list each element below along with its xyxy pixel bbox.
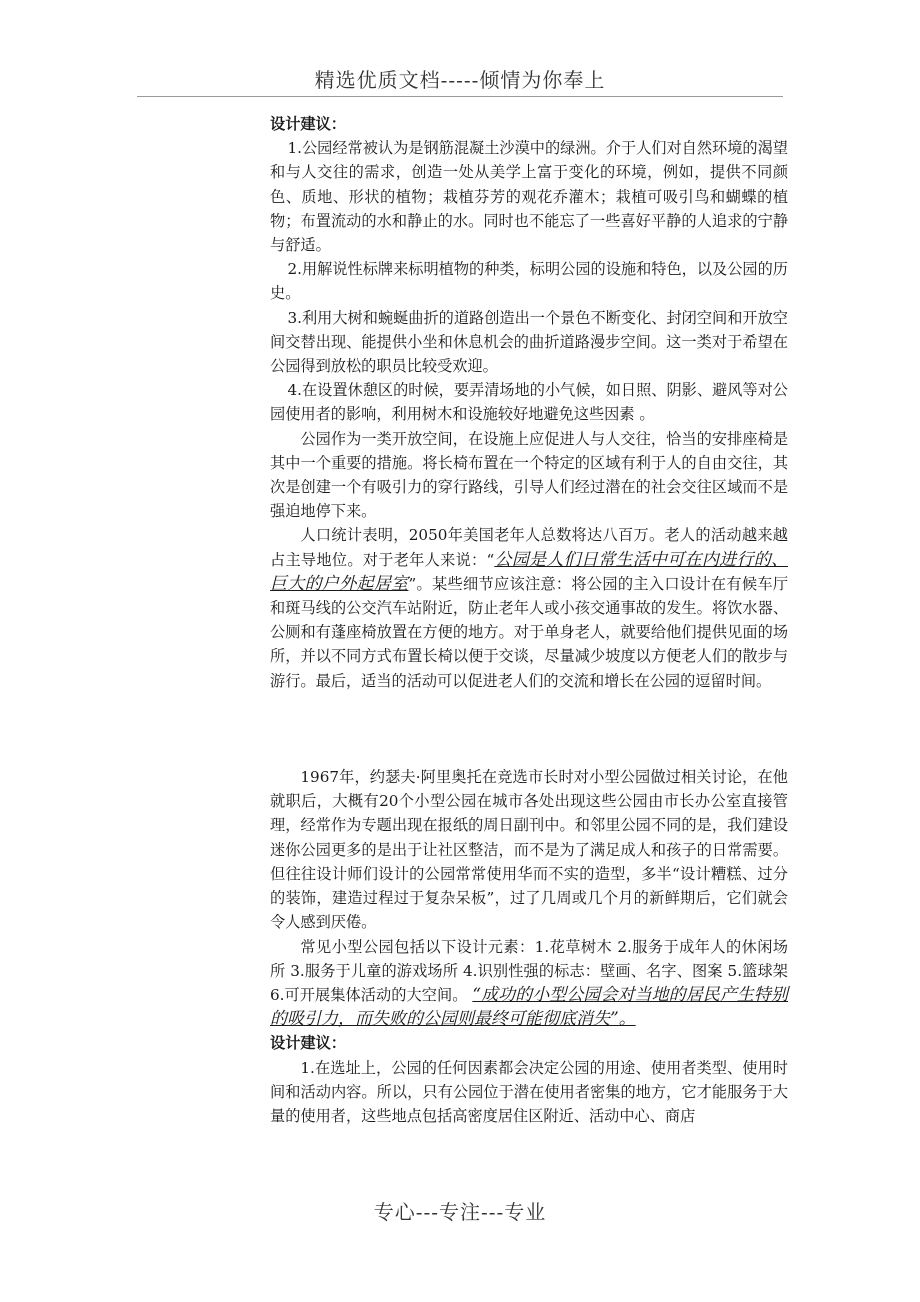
paragraph-suggestion-4: 4.在设置休憩区的时候，要弄清场地的小气候，如日照、阴影、避风等对公园使用者的影响，利用树木和设施较好地避免这些因素 。 [270, 381, 788, 424]
elderly-text-after: ”。某些细节应该注意：将公园的主入口设计在有候车厅和斑马线的公交汽车站附近，防止老年人或小孩交通事故的发生。将饮水器、公厕和有蓬座椅放置在方便的地方。对于单身老人，就要给他们提供见面的场所，并以不同方式布置长椅以便于交谈，尽量减少坡度以方便老人们的散步与游行。最后，适当的活动可以促进老人们的交流和增长在公园的逗留时间。 [270, 574, 789, 690]
paragraph-open-space: 公园作为一类开放空间，在设施上应促进人与人交往，恰当的安排座椅是其中一个重要的措施。将长椅布置在一个特定的区域有利于人的自由交往，其次是创建一个有吸引力的穿行路线，引导人们经过潜在的社会交往区域而不是强迫地停下来。 [270, 429, 788, 521]
paragraph-elderly [270, 523, 788, 692]
document-body [270, 112, 788, 1128]
paragraph-suggestion-1: 1.公园经常被认为是钢筋混凝土沙漠中的绿洲。介于人们对自然环境的渴望和与人交往的需求，创造一处从美学上富于变化的环境，例如，提供不同颜色、质地、形状的植物；栽植芬芳的观花乔灌木；栽植可吸引鸟和蝴蝶的植物；布置流动的水和静止的水。同时也不能忘了一些喜好平静的人追求的宁静与舒适。 [270, 139, 788, 255]
chapter-heading [270, 717, 788, 741]
section-heading-design-suggestions-2: 设计建议： [270, 1034, 346, 1053]
elderly-text-before: 人口统计表明，2050年美国老年人总数将达八百万。老人的活动越来越占主导地位。对于老年人来说：“ [270, 526, 788, 569]
elements-text: 常见小型公园包括以下设计元素：1.花草树木 2.服务于成年人的休闲场所 3.服务于儿童的游戏场所 4.识别性强的标志：壁画、名字、图案 5.篮球架 6.可开展集体活动的大空间。 [270, 937, 788, 1004]
paragraph-suggestion-3: 3.利用大树和蜿蜒曲折的道路创造出一个景色不断变化、封闭空间和开放空间交替出现、能提供小坐和休息机会的曲折道路漫步空间。这一类对于希望在公园得到放松的职员比较受欢迎。 [270, 308, 788, 376]
header-divider [137, 96, 783, 97]
elderly-quote: 公园是人们日常生活中可在内进行的、巨大的户外起居室 [270, 549, 789, 594]
paragraph-mini-park-elements [270, 935, 788, 1032]
paragraph-site-selection: 1.在选址上，公园的任何因素都会决定公园的用途、使用者类型、使用时间和活动内容。所以，只有公园位于潜在使用者密集的地方，它才能服务于大量的使用者，这些地点包括高密度居住区附近、活动中心、商店 [270, 1058, 788, 1125]
paragraph-suggestion-2: 2.用解说性标牌来标明植物的种类，标明公园的设施和特色，以及公园的历史。 [270, 260, 788, 303]
paragraph-mini-park-history: 1967年，约瑟夫·阿里奥托在竞选市长时对小型公园做过相关讨论，在他就职后，大概有20个小型公园在城市各处出现这些公园由市长办公室直接管理，经常作为专题出现在报纸的周日副刊中。和邻里公园不同的是，我们建设迷你公园更多的是出于让社区整洁，而不是为了满足成人和孩子的日常需要。但往往设计师们设计的公园常常使用华而不实的造型，多半“设计糟糕、过分的装饰，建造过程过于复杂呆板”，过了几周或几个月的新鲜期后，它们就会令人感到厌倦。 [270, 768, 788, 932]
page-footer: 专心---专注---专业 [373, 1200, 547, 1224]
section-heading-design-suggestions: 设计建议： [270, 115, 346, 133]
page-header: 精选优质文档-----倾情为你奉上 [314, 68, 606, 92]
elements-quote: “成功的小型公园会对当地的居民产生特别的吸引力，而失败的公园则最终可能彻底消失”。 [270, 984, 788, 1030]
